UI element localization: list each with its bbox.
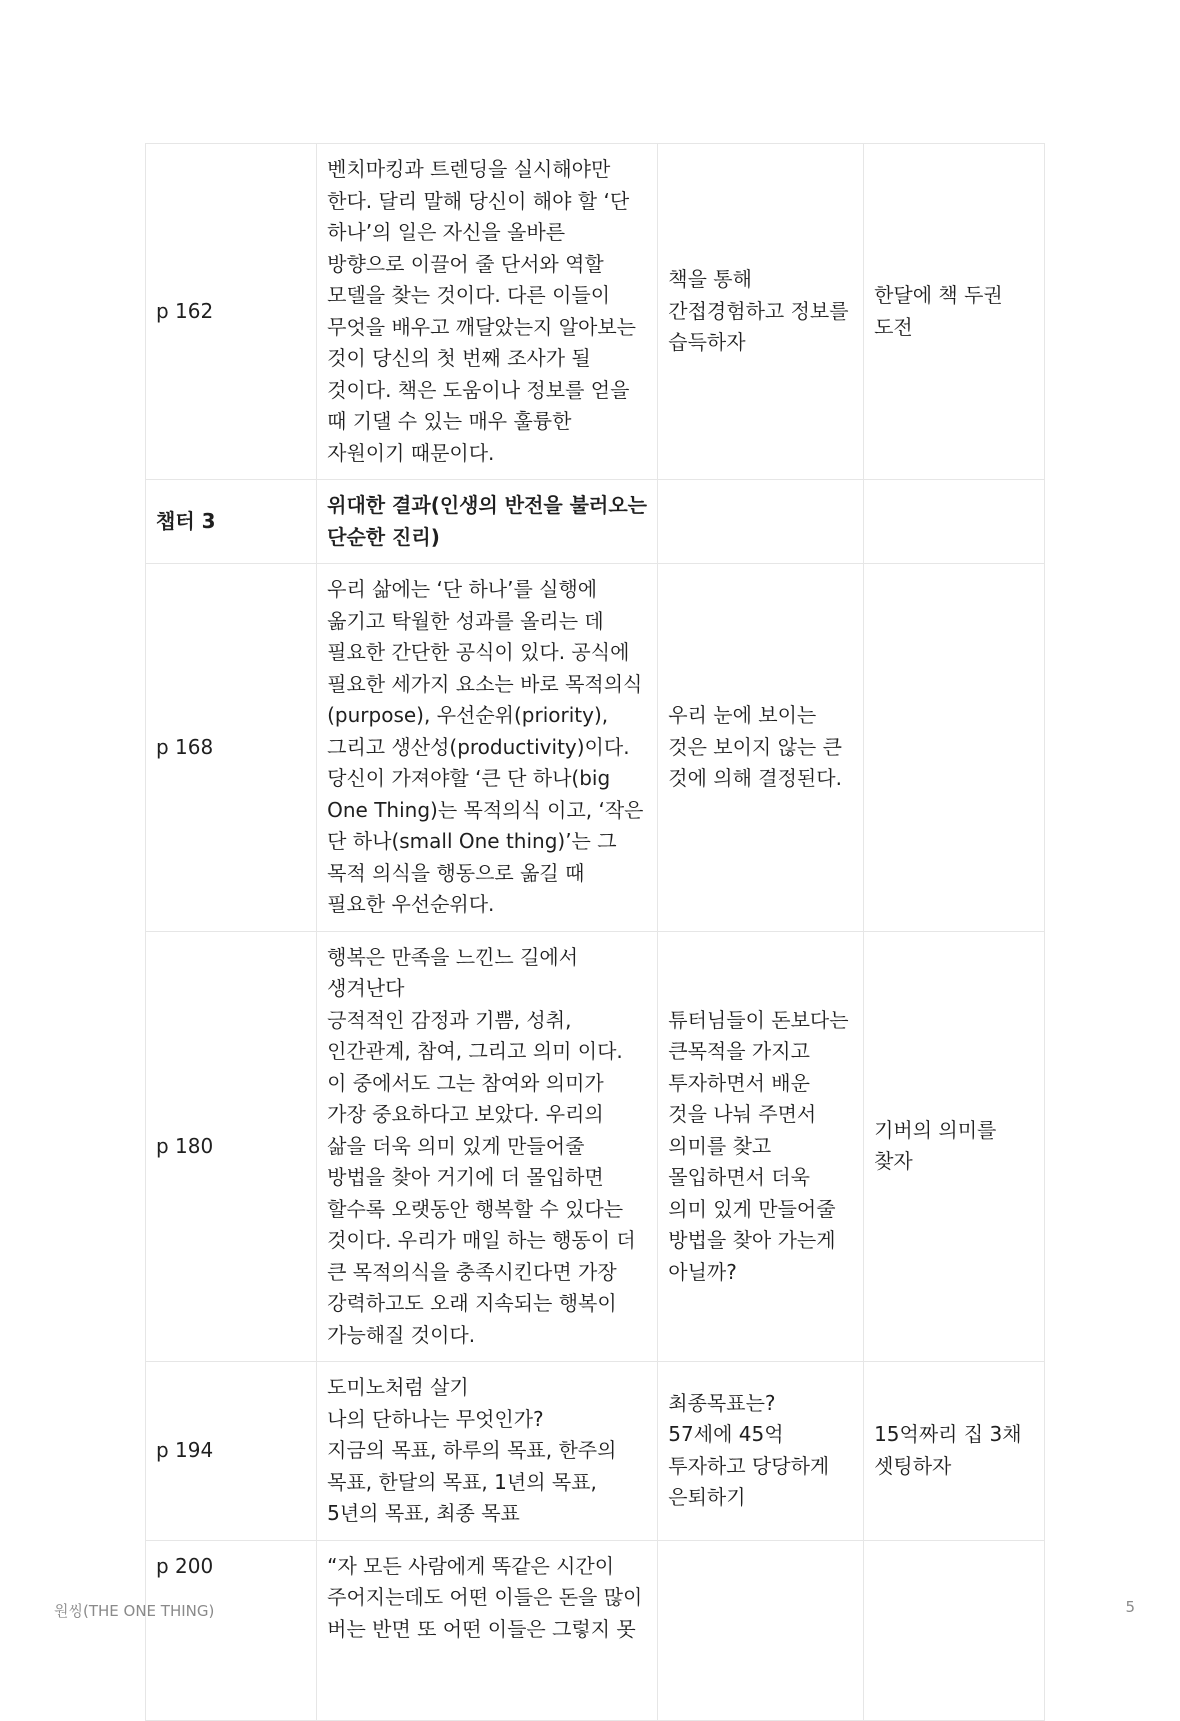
- page-ref-cell: p 200: [146, 1540, 317, 1720]
- action-cell: 기버의 의미를 찾자: [864, 931, 1045, 1362]
- quote-cell: 도미노처럼 살기 나의 단하나는 무엇인가? 지금의 목표, 하루의 목표, 한주의 목표, 한달의 목표, 1년의 목표, 5년의 목표, 최종 목표: [317, 1362, 658, 1541]
- page-ref-cell: p 162: [146, 144, 317, 480]
- table-row: [146, 931, 1045, 1362]
- chapter-row: [146, 480, 1045, 564]
- chapter-label-cell: 챕터 3: [146, 480, 317, 564]
- action-cell: 15억짜리 집 3채 셋팅하자: [864, 1362, 1045, 1541]
- action-cell: [864, 564, 1045, 932]
- reading-notes-table-area: [145, 143, 1045, 1641]
- action-cell: 한달에 책 두권 도전: [864, 144, 1045, 480]
- table-row: [146, 1362, 1045, 1541]
- page-ref-cell: p 194: [146, 1362, 317, 1541]
- quote-cell: 행복은 만족을 느낀느 길에서 생겨난다 긍적적인 감정과 기쁨, 성취, 인간관계, 참여, 그리고 의미 이다. 이 중에서도 그는 참여와 의미가 가장 중요하다고 보았다. 우리의 삶을 더욱 의미 있게 만들어줄 방법을 찾아 거기에 더 몰입하면 할수록 오랫동안 행복할 수 있다는 것이다. 우리가 매일 하는 행동이 더 큰 목적의식을 충족시킨다면 가장 강력하고도 오래 지속되는 행복이 가능해질 것이다.: [317, 931, 658, 1362]
- thought-cell: 최종목표는? 57세에 45억 투자하고 당당하게 은퇴하기: [658, 1362, 864, 1541]
- quote-cell: 벤치마킹과 트렌딩을 실시해야만 한다. 달리 말해 당신이 해야 할 ‘단 하나’의 일은 자신을 올바른 방향으로 이끌어 줄 단서와 역할 모델을 찾는 것이다. 다른 이들이 무엇을 배우고 깨달았는지 알아보는 것이 당신의 첫 번째 조사가 될 것이다. 책은 도움이나 정보를 얻을 때 기댈 수 있는 매우 훌륭한 자원이기 때문이다.: [317, 144, 658, 480]
- footer-document-title: 원씽(THE ONE THING): [54, 1602, 215, 1620]
- table-row: [146, 144, 1045, 480]
- action-cell: [864, 1540, 1045, 1720]
- quote-cell: “자 모든 사람에게 똑같은 시간이 주어지는데도 어떤 이들은 돈을 많이 버는 반면 또 어떤 이들은 그렇지 못: [317, 1540, 658, 1720]
- table-row: [146, 564, 1045, 932]
- thought-cell: 책을 통해 간접경험하고 정보를 습득하자: [658, 144, 864, 480]
- reading-notes-table: [145, 143, 1045, 1721]
- quote-cell: 우리 삶에는 ‘단 하나’를 실행에 옮기고 탁월한 성과를 올리는 데 필요한 간단한 공식이 있다. 공식에 필요한 세가지 요소는 바로 목적의식(purpose), 우선순위(priority), 그리고 생산성(productivity)이다. 당신이 가져야할 ‘큰 단 하나(big One Thing)는 목적의식 이고, ‘작은 단 하나(small One thing)’는 그 목적 의식을 행동으로 옮길 때 필요한 우선순위다.: [317, 564, 658, 932]
- thought-cell: [658, 1540, 864, 1720]
- table-row: [146, 1540, 1045, 1720]
- thought-cell: 우리 눈에 보이는 것은 보이지 않는 큰 것에 의해 결정된다.: [658, 564, 864, 932]
- page-ref-cell: p 168: [146, 564, 317, 932]
- chapter-title-cell: 위대한 결과(인생의 반전을 불러오는 단순한 진리): [317, 480, 658, 564]
- page-ref-cell: p 180: [146, 931, 317, 1362]
- action-cell: [864, 480, 1045, 564]
- thought-cell: [658, 480, 864, 564]
- footer-page-number: 5: [1125, 1598, 1135, 1616]
- thought-cell: 튜터님들이 돈보다는 큰목적을 가지고 투자하면서 배운 것을 나눠 주면서 의미를 찾고 몰입하면서 더욱 의미 있게 만들어줄 방법을 찾아 가는게 아닐까?: [658, 931, 864, 1362]
